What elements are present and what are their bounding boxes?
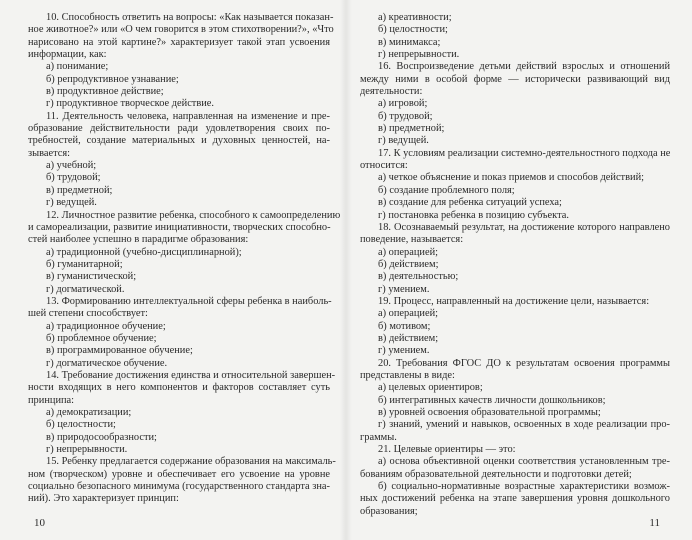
text-line: г) догматической. <box>46 283 125 295</box>
text-line: г) умением. <box>378 345 430 357</box>
text-line: в) минимакса; <box>378 36 441 48</box>
text-line: г) знаний, умений и навыков, освоенных в ходе реализации про- <box>378 419 670 431</box>
text-line: а) игровой; <box>378 98 428 110</box>
text-line: а) целевых ориентиров; <box>378 382 483 394</box>
text-line: г) непрерывности. <box>46 444 128 456</box>
text-line: в) программированное обучение; <box>46 345 193 357</box>
text-line: б) репродуктивное узнавание; <box>46 73 179 85</box>
text-line: г) ведущей. <box>46 197 97 209</box>
text-line: 20. Требования ФГОС ДО к результатам освоения программы <box>378 357 670 369</box>
text-line: г) продуктивное творческое действие. <box>46 98 215 110</box>
text-line: г) умением. <box>378 283 430 295</box>
text-line: 11. Деятельность человека, направленная на изменение и пре- <box>46 110 330 122</box>
text-line: образования; <box>360 505 418 517</box>
text-line: ное животное?» или «О чем говорится в этом стихотворении?», «Что <box>28 24 334 36</box>
text-line: бованиям образовательной деятельности и подготовки детей; <box>360 468 632 480</box>
text-line: г) догматическое обучение. <box>46 357 168 369</box>
text-line: 21. Целевые ориентиры — это: <box>378 444 516 456</box>
text-line: ных достижений ребенка на этапе завершения уровня дошкольного <box>360 493 670 505</box>
text-line: ний). Это характеризует принцип: <box>28 493 179 505</box>
text-line: б) мотивом; <box>378 320 431 332</box>
text-line: зывается: <box>28 147 71 159</box>
text-line: принципа: <box>28 394 75 406</box>
text-line: 15. Ребенку предлагается содержание образования на максималь- <box>46 456 336 468</box>
text-line: в) уровней освоения образовательной программы; <box>378 407 601 418</box>
left-page-text <box>28 12 341 506</box>
text-line: нарисовано на этой картине?» характеризует такой этап усвоения <box>28 36 330 48</box>
text-line: б) трудовой; <box>46 172 101 184</box>
text-line: в) природосообразности; <box>46 431 157 443</box>
text-line: а) демократизации; <box>46 407 132 418</box>
text-line: образование действительности ради удовлетворения своих по- <box>28 123 330 135</box>
text-line: а) креативности; <box>378 12 452 23</box>
text-line: социально безопасного минимума (государственного стандарта зна- <box>28 481 330 493</box>
text-line: в) продуктивное действие; <box>46 86 164 98</box>
text-line: г) ведущей. <box>378 135 429 147</box>
text-line: ном (творческом) уровне и обеспечивает его усвоение на уровне <box>28 468 330 480</box>
page-number-right: 11 <box>649 517 660 529</box>
text-line: б) проблемное обучение; <box>46 332 157 344</box>
text-line: в) действием; <box>378 332 439 344</box>
text-line: относится: <box>360 160 408 172</box>
text-line: а) четкое объяснение и показ приемов и способов действий; <box>378 172 645 184</box>
text-line: б) интегративных качеств личности дошкольников; <box>378 394 606 406</box>
text-line: стей наиболее успешно в парадигме образования: <box>28 234 249 246</box>
text-line: в) гуманистической; <box>46 271 137 283</box>
text-line: граммы. <box>360 431 397 443</box>
text-line: поведение, называется: <box>360 234 464 246</box>
text-line: г) постановка ребенка в позицию субъекта. <box>378 209 569 221</box>
text-line: а) традиционное обучение; <box>46 320 166 332</box>
text-line: 13. Формированию интеллектуальной сферы ребенка в наиболь- <box>46 295 332 307</box>
text-line: 12. Личностное развитие ребенка, способного к самоопределению <box>46 209 341 221</box>
text-line: в) предметной; <box>378 123 445 135</box>
text-line: б) действием; <box>378 258 439 270</box>
text-line: а) операцией; <box>378 246 439 258</box>
text-line: б) целостности; <box>378 24 448 36</box>
text-line: б) гуманитарной; <box>46 258 123 270</box>
text-line: представлены в виде: <box>360 369 455 381</box>
text-line: а) основа объективной оценки соответствия установленным тре- <box>378 456 670 468</box>
right-page-text <box>360 12 670 518</box>
text-line: информации, как: <box>28 49 107 61</box>
text-line: а) операцией; <box>378 308 439 320</box>
text-line: а) понимание; <box>46 61 109 73</box>
text-line: а) учебной; <box>46 160 97 172</box>
text-line: 14. Требование достижения единства и относительной завершен- <box>46 369 336 381</box>
text-line: а) традиционной (учебно-дисциплинарной); <box>46 246 242 258</box>
text-line: в) предметной; <box>46 184 113 196</box>
text-line: 16. Воспроизведение детьми действий взрослых и отношений <box>378 61 670 73</box>
text-line: б) целостности; <box>46 419 116 431</box>
text-line: деятельности: <box>360 86 423 98</box>
text-line: 19. Процесс, направленный на достижение цели, называется: <box>378 295 650 307</box>
text-line: в) создание для ребенка ситуаций успеха; <box>378 197 562 209</box>
text-line: ности входящих в него компонентов и факторов составляет суть <box>28 382 330 394</box>
right-page <box>346 0 692 540</box>
page-number-left: 10 <box>34 517 45 529</box>
text-line: 17. К условиям реализации системно-деятельностного подхода не <box>378 147 671 159</box>
text-line: 10. Способность ответить на вопросы: «Как называется показан- <box>46 12 334 23</box>
text-line: б) трудовой; <box>378 110 433 122</box>
text-line: в) деятельностью; <box>378 271 459 283</box>
text-line: б) социально-нормативные возрастные характеристики возмож- <box>378 481 670 493</box>
text-line: б) создание проблемного поля; <box>378 184 515 196</box>
text-line: шей степени способствует: <box>28 308 148 320</box>
text-line: между ними в особой форме — исторически развивающий вид <box>360 73 670 85</box>
text-line: и самореализации, развитие инициативности, творческих способно- <box>28 221 331 233</box>
text-line: требностей, создание материальных и духовных ценностей, на- <box>28 135 330 147</box>
text-line: 18. Осознаваемый результат, на достижение которого направлено <box>378 221 670 233</box>
text-line: г) непрерывности. <box>378 49 460 61</box>
